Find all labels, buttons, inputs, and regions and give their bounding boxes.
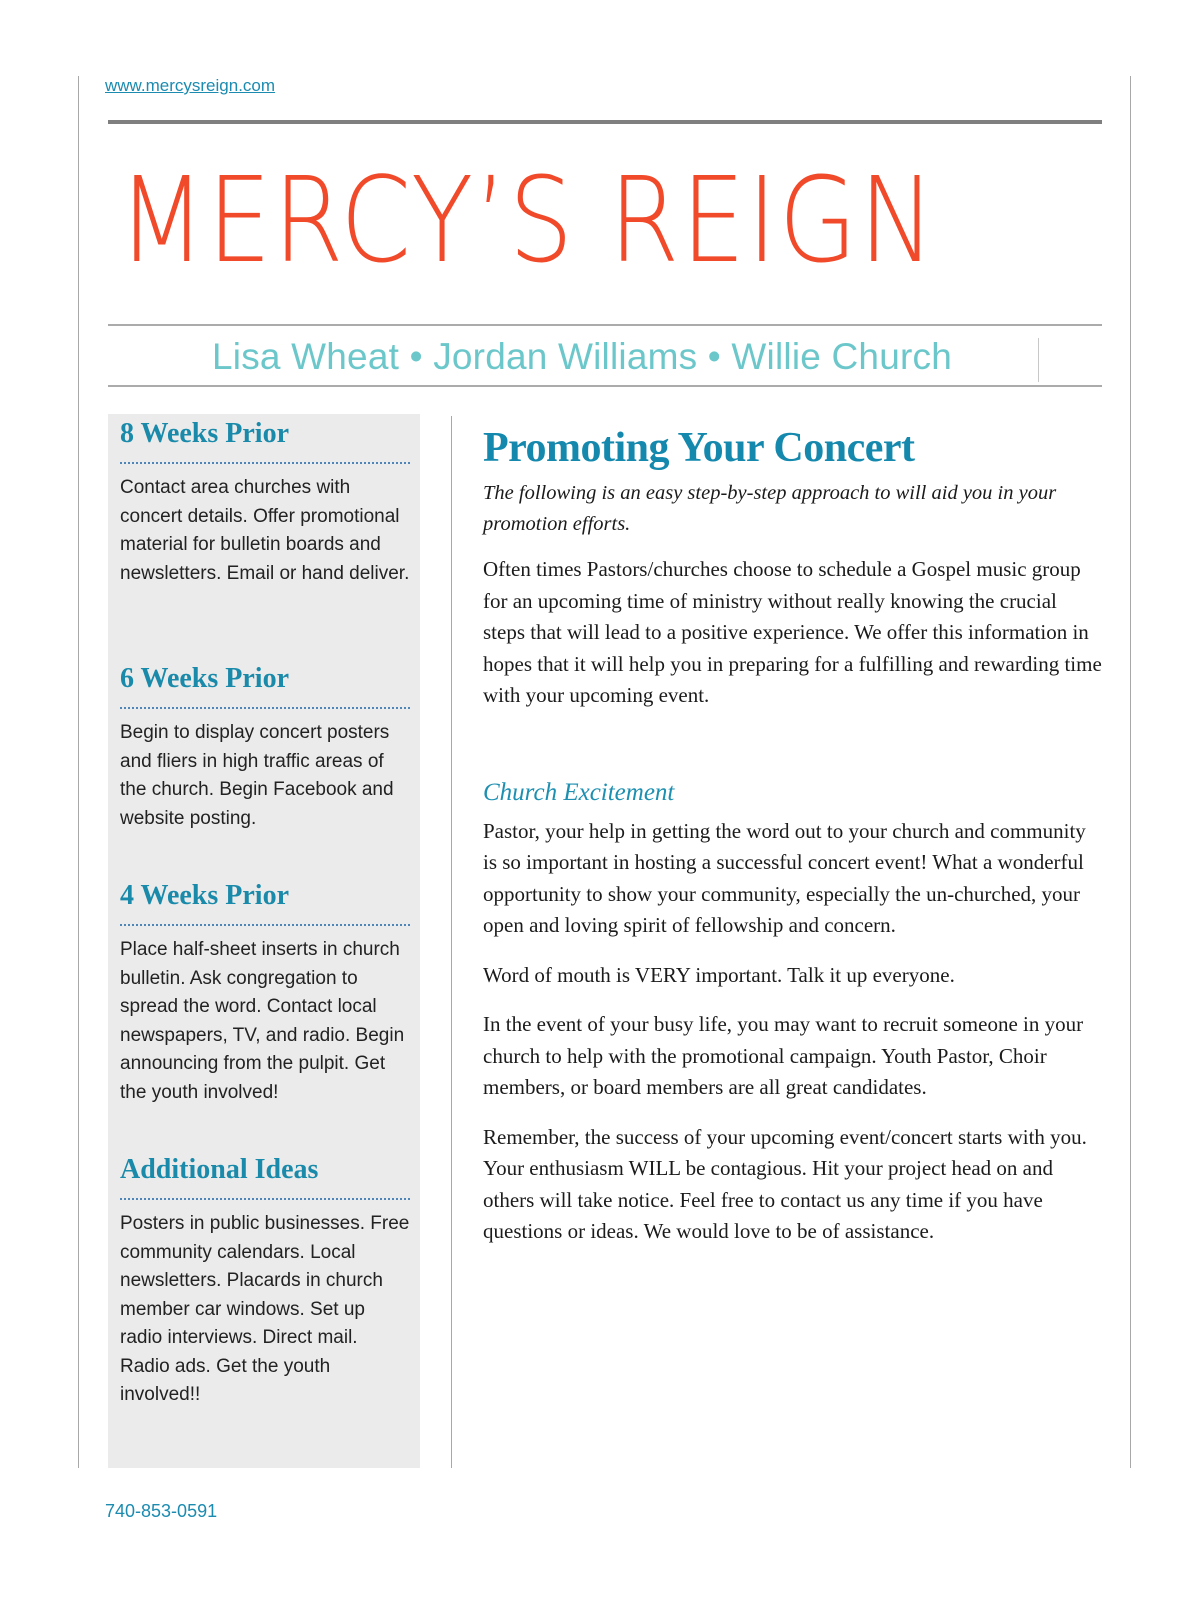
top-divider — [108, 120, 1102, 124]
left-border-line — [78, 76, 79, 1468]
sidebar-heading: Additional Ideas — [120, 1154, 319, 1185]
sidebar-heading: 4 Weeks Prior — [120, 880, 290, 911]
dotted-divider — [120, 462, 410, 464]
sidebar-body: Begin to display concert posters and fliers in high traffic areas of the church. Begin Facebook and website posting. — [120, 722, 394, 829]
sidebar-heading: 6 Weeks Prior — [120, 663, 290, 694]
sidebar-section-additional-ideas — [120, 1152, 410, 1410]
band-members: Lisa Wheat • Jordan Williams • Willie Church — [212, 336, 952, 377]
sidebar-section-4-weeks — [120, 878, 410, 1107]
band-title: MERCY’S REIGN — [118, 151, 937, 289]
sidebar-section-8-weeks — [120, 416, 410, 588]
dotted-divider — [120, 1198, 410, 1200]
article-paragraph: Remember, the success of your upcoming event/concert starts with you. Your enthusiasm WILL be contagious. Hit your project head on and others will take notice. Feel free to contact us any time if you have questions or ideas. We would love to be of assistance. — [483, 1124, 1087, 1243]
sidebar-body: Place half-sheet inserts in church bulletin. Ask congregation to spread the word. Contact local newspapers, TV, and radio. Begin announcing from the pulpit. Get the youth involved! — [120, 939, 405, 1103]
article-paragraph: In the event of your busy life, you may want to recruit someone in your church to help with the promotional campaign. Youth Pastor, Choir members, or board members are all great candidates. — [483, 1012, 1084, 1099]
main-article — [483, 420, 1103, 1248]
article-paragraph: Often times Pastors/churches choose to schedule a Gospel music group for an upcoming time of ministry without really knowing the crucial steps that will lead to a positive experience. We offer this information in hopes that it will help you in preparing for a fulfilling and rewarding time with your upcoming event. — [483, 557, 1102, 707]
article-paragraph: Pastor, your help in getting the word out to your church and community is so important in hosting a successful concert event! What a wonderful opportunity to show your community, especially the un-churched, your open and loving spirit of fellowship and concern. — [483, 818, 1086, 937]
timeline-sidebar — [108, 414, 420, 1468]
right-border-line — [1130, 76, 1131, 1468]
article-paragraph: Word of mouth is VERY important. Talk it up everyone. — [483, 962, 955, 987]
sidebar-body: Posters in public businesses. Free community calendars. Local newsletters. Placards in church member car windows. Set up radio interviews. Direct mail. Radio ads. Get the youth involved!! — [120, 1213, 410, 1405]
sidebar-body: Contact area churches with concert details. Offer promotional material for bulletin boards and newsletters. Email or hand deliver. — [120, 477, 410, 584]
members-bar-divider — [1038, 338, 1039, 382]
sidebar-heading: 8 Weeks Prior — [120, 418, 290, 449]
sidebar-section-6-weeks — [120, 661, 410, 833]
dotted-divider — [120, 707, 410, 709]
title-divider — [108, 324, 1102, 326]
phone-number: 740-853-0591 — [105, 1501, 218, 1521]
members-divider — [108, 385, 1102, 387]
column-divider — [451, 416, 452, 1468]
website-link[interactable]: www.mercysreign.com — [105, 76, 276, 95]
article-intro: The following is an easy step-by-step approach to will aid you in your promotion efforts. — [483, 482, 1057, 535]
dotted-divider — [120, 924, 410, 926]
article-title: Promoting Your Concert — [483, 425, 915, 471]
article-subheading: Church Excitement — [483, 778, 675, 806]
